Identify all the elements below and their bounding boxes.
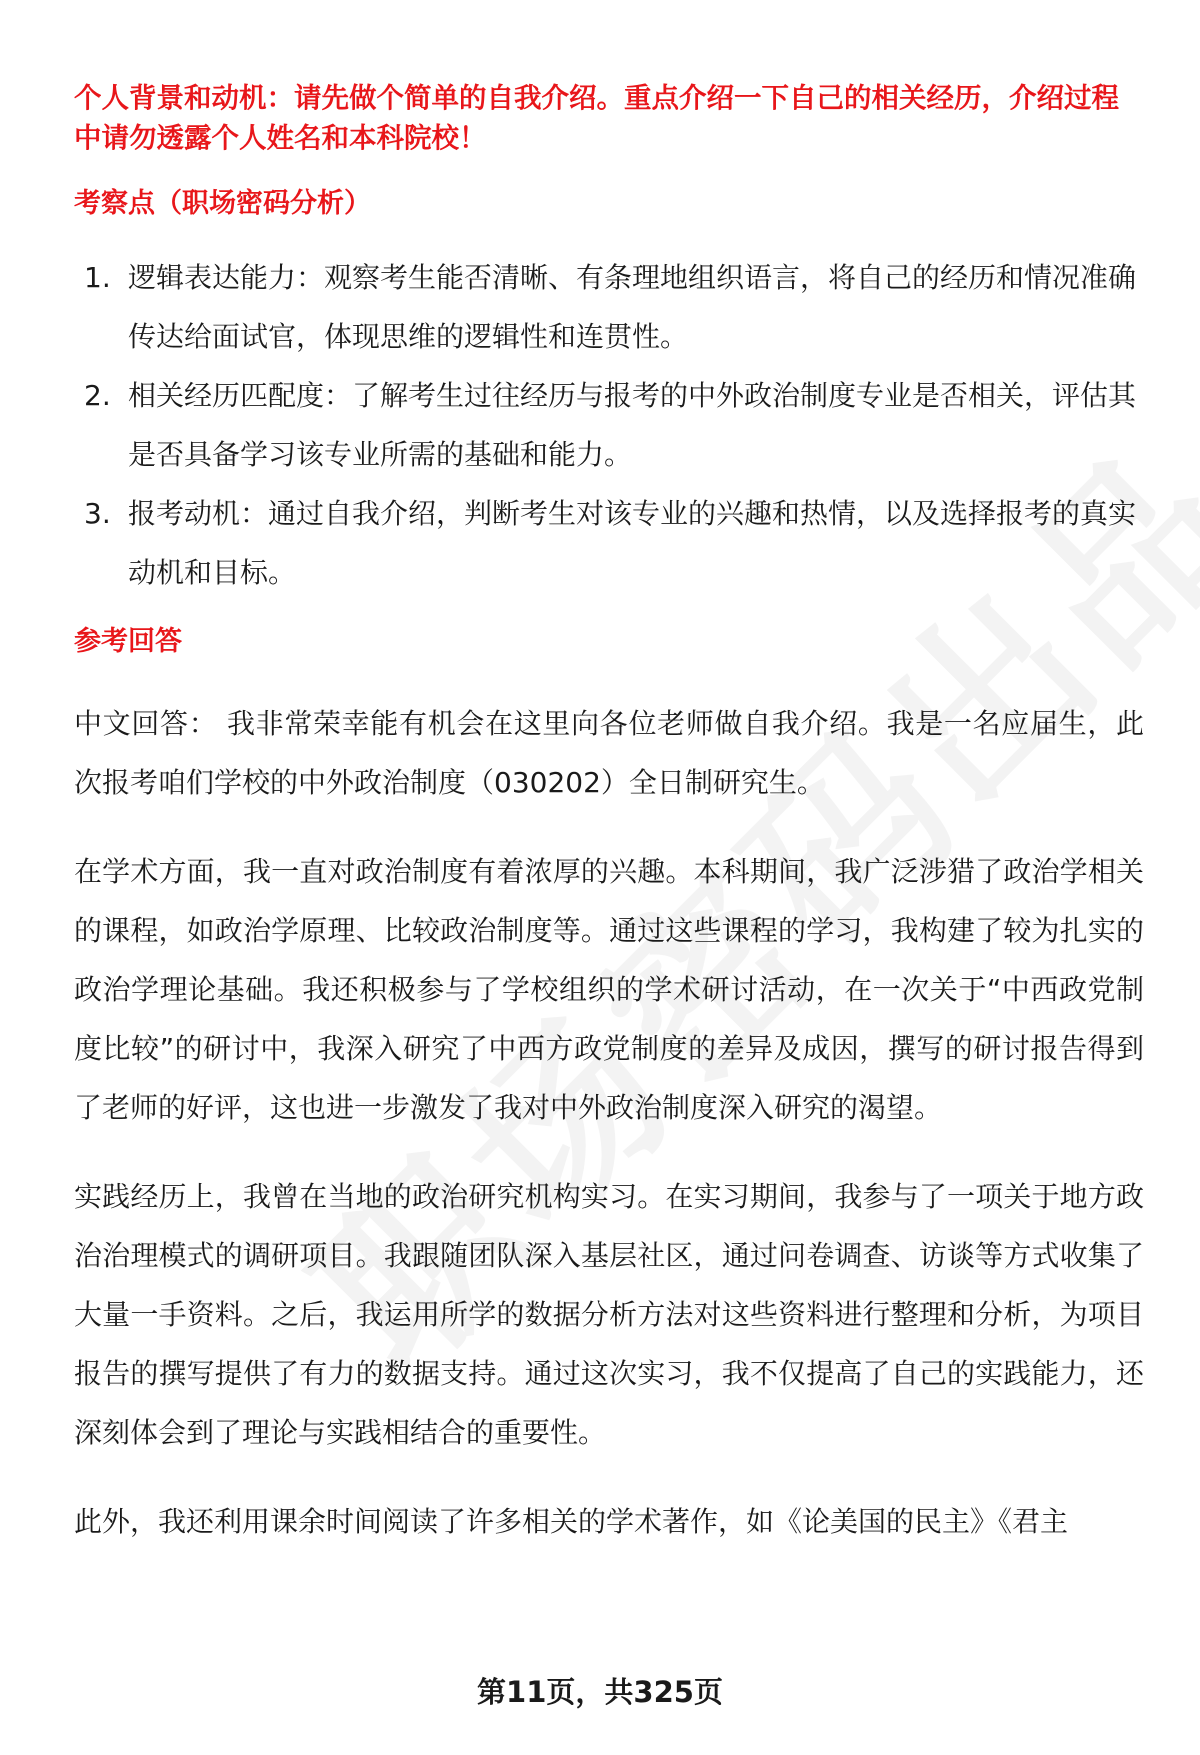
question-text: 个人背景和动机：请先做个简单的自我介绍。重点介绍一下自己的相关经历，介绍过程中请勿透露个人姓名和本科院校！ (74, 82, 1119, 154)
list-item (74, 248, 1144, 366)
answer-paragraph-reading: 此外，我还利用课余时间阅读了许多相关的学术著作，如《论美国的民主》《君主 (74, 1505, 1069, 1538)
assessment-points-list (74, 248, 1144, 602)
answer-paragraph-practice: 实践经历上，我曾在当地的政治研究机构实习。在实习期间，我参与了一项关于地方政治治理模式的调研项目。我跟随团队深入基层社区，通过问卷调查、访谈等方式收集了大量一手资料。之后，我运用所学的数据分析方法对这些资料进行整理和分析，为项目报告的撰写提供了有力的数据支持。通过这次实习，我不仅提高了自己的实践能力，还深刻体会到了理论与实践相结合的重要性。 (74, 1180, 1144, 1449)
answer-paragraph-academic: 在学术方面，我一直对政治制度有着浓厚的兴趣。本科期间，我广泛涉猎了政治学相关的课程，如政治学原理、比较政治制度等。通过这些课程的学习，我构建了较为扎实的政治学理论基础。我还积极参与了学校组织的学术研讨活动，在一次关于“中西政党制度比较”的研讨中，我深入研究了中西方政党制度的差异及成因，撰写的研讨报告得到了老师的好评，这也进一步激发了我对中外政治制度深入研究的渴望。 (74, 855, 1144, 1124)
list-item-number: 1. (84, 261, 111, 294)
answer-paragraph-intro: 中文回答： 我非常荣幸能有机会在这里向各位老师做自我介绍。我是一名应届生，此次报考咱们学校的中外政治制度（030202）全日制研究生。 (74, 707, 1144, 799)
list-item (74, 484, 1144, 602)
list-item-number: 2. (84, 379, 111, 412)
assessment-heading: 考察点（职场密码分析） (74, 188, 371, 219)
page-number: 第11页，共325页 (477, 1675, 723, 1709)
list-item-text: 逻辑表达能力：观察考生能否清晰、有条理地组织语言，将自己的经历和情况准确传达给面试官，体现思维的逻辑性和连贯性。 (128, 261, 1137, 353)
list-item-text: 相关经历匹配度：了解考生过往经历与报考的中外政治制度专业是否相关，评估其是否具备学习该专业所需的基础和能力。 (128, 379, 1137, 471)
list-item-text: 报考动机：通过自我介绍，判断考生对该专业的兴趣和热情，以及选择报考的真实动机和目标。 (128, 497, 1137, 589)
answer-heading: 参考回答 (74, 626, 182, 657)
list-item (74, 366, 1144, 484)
list-item-number: 3. (84, 497, 111, 530)
document-body (74, 78, 1144, 1551)
